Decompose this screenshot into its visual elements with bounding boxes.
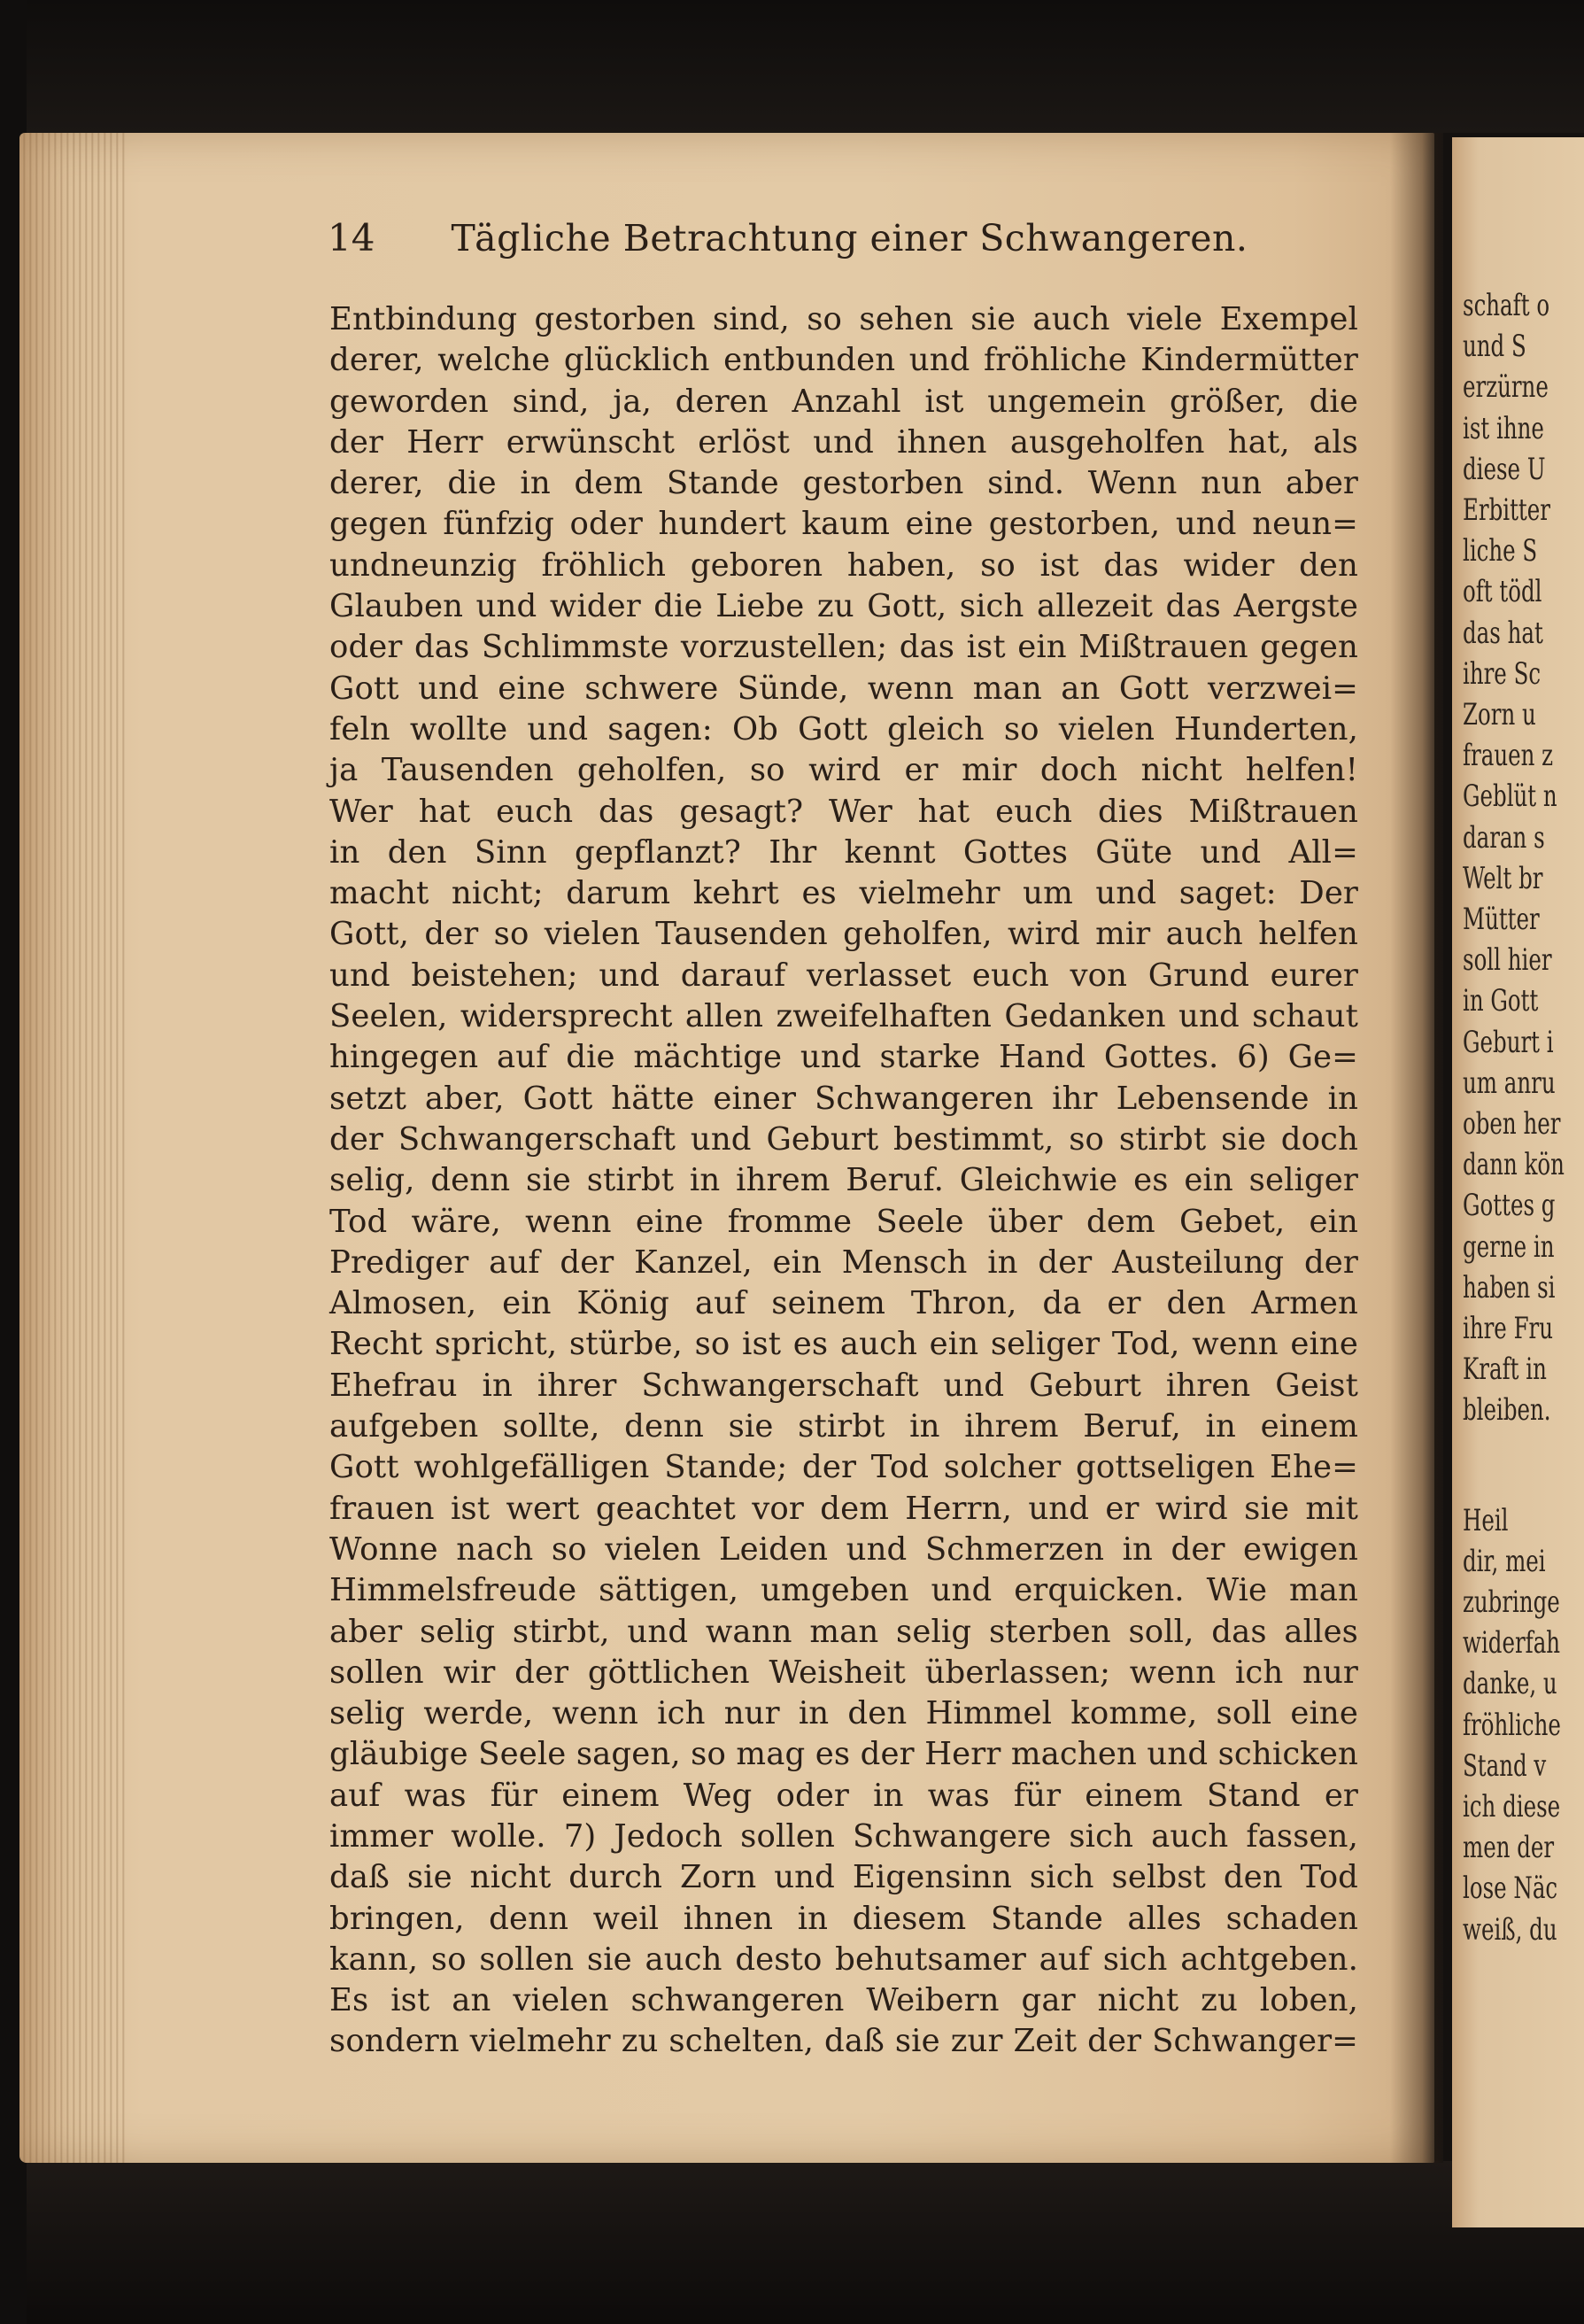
next-page-fragment: gerne in <box>1463 1228 1555 1265</box>
text-line: derer, die in dem Stande gestorben sind. Wenn nun aber <box>329 465 1358 502</box>
next-page-fragment: und S <box>1463 329 1526 365</box>
text-line: Tod wäre, wenn eine fromme Seele über dem Gebet, ein <box>329 1203 1358 1240</box>
text-line: Wer hat euch das gesagt? Wer hat euch dies Mißtrauen <box>329 793 1358 830</box>
next-page-fragment: fröhliche <box>1463 1707 1561 1743</box>
next-page-fragment: widerfah <box>1463 1625 1561 1662</box>
next-page-fragment: Stand v <box>1463 1747 1547 1784</box>
text-line: setzt aber, Gott hätte einer Schwangeren ihr Lebensende in <box>329 1080 1358 1117</box>
text-line: derer, welche glücklich entbunden und fröhliche Kindermütter <box>329 342 1358 379</box>
next-page-fragment: zubringe <box>1463 1584 1560 1620</box>
text-line: frauen ist wert geachtet vor dem Herrn, und er wird sie mit <box>329 1490 1358 1527</box>
next-page-fragment: Gottes g <box>1463 1188 1556 1224</box>
text-line: Glauben und wider die Liebe zu Gott, sich allezeit das Aergste <box>329 588 1358 625</box>
text-line: Seelen, widersprecht allen zweifelhaften Gedanken und schaut <box>329 998 1358 1035</box>
next-page-fragment: frauen z <box>1463 738 1554 774</box>
next-page-fragment: ist ihne <box>1463 410 1544 446</box>
text-line: Recht spricht, stürbe, so ist es auch ein seliger Tod, wenn eine <box>329 1326 1358 1363</box>
text-line: hingegen auf die mächtige und starke Hand Gottes. 6) Ge= <box>329 1039 1358 1076</box>
next-page-fragment: Welt br <box>1463 860 1543 896</box>
text-line: sollen wir der göttlichen Weisheit überlassen; wenn ich nur <box>329 1654 1358 1691</box>
text-line: selig, denn sie stirbt in ihrem Beruf. Gleichwie es ein seliger <box>329 1162 1358 1199</box>
page-header <box>328 216 1328 269</box>
text-line: Almosen, ein König auf seinem Thron, da er den Armen <box>329 1285 1358 1322</box>
text-line: aufgeben sollte, denn sie stirbt in ihrem Beruf, in einem <box>329 1408 1358 1445</box>
binding-gutter <box>1390 133 1443 2163</box>
text-line: Entbindung gestorben sind, so sehen sie auch viele Exempel <box>329 301 1358 337</box>
text-line: aber selig stirbt, und wann man selig sterben soll, das alles <box>329 1613 1358 1650</box>
next-page-fragment: ihre Sc <box>1463 655 1542 692</box>
text-line: Himmelsfreude sättigen, umgeben und erquicken. Wie man <box>329 1572 1358 1609</box>
next-page-fragment: soll hier <box>1463 942 1552 979</box>
next-page-fragment: diese U <box>1463 451 1546 487</box>
text-line: gegen fünfzig oder hundert kaum eine gestorben, und neun= <box>329 506 1358 543</box>
next-page-fragment: Erbitter <box>1463 492 1550 528</box>
next-page-fragment: men der <box>1463 1830 1555 1866</box>
next-page-fragment: um anru <box>1463 1065 1556 1101</box>
text-line: geworden sind, ja, deren Anzahl ist ungemein größer, die <box>329 383 1358 420</box>
body-text <box>329 299 1358 2063</box>
next-page-fragment: dann kön <box>1463 1147 1565 1183</box>
text-line: auf was für einem Weg oder in was für einem Stand er <box>329 1777 1358 1814</box>
next-page-fragment: lose Näc <box>1463 1871 1558 1907</box>
text-line: kann, so sollen sie auch desto behutsamer auf sich achtgeben. <box>329 1941 1358 1978</box>
next-page-fragment: Heil <box>1463 1502 1509 1538</box>
text-line: bringen, denn weil ihnen in diesem Stande alles schaden <box>329 1900 1358 1937</box>
text-line: der Schwangerschaft und Geburt bestimmt, so stirbt sie doch <box>329 1120 1358 1158</box>
next-page-fragment: oben her <box>1463 1106 1561 1142</box>
text-line: der Herr erwünscht erlöst und ihnen ausgeholfen hat, als <box>329 423 1358 461</box>
next-page-fragment: daran s <box>1463 819 1545 856</box>
next-page-fragment: erzürne <box>1463 369 1549 406</box>
text-line: oder das Schlimmste vorzustellen; das ist ein Mißtrauen gegen <box>329 629 1358 666</box>
text-line: daß sie nicht durch Zorn und Eigensinn sich selbst den Tod <box>329 1859 1358 1896</box>
text-line: feln wollte und sagen: Ob Gott gleich so vielen Hunderten, <box>329 710 1358 748</box>
next-page-fragment: oft tödl <box>1463 574 1542 610</box>
text-line: Gott und eine schwere Sünde, wenn man an Gott verzwei= <box>329 670 1358 707</box>
next-page-fragment: ich diese <box>1463 1789 1561 1824</box>
text-line: gläubige Seele sagen, so mag es der Herr machen und schicken <box>329 1736 1358 1773</box>
backdrop-top <box>0 0 1584 133</box>
next-page-fragment: in Gott <box>1463 983 1539 1019</box>
text-line: ja Tausenden geholfen, so wird er mir doch nicht helfen! <box>329 752 1358 789</box>
text-line: Gott wohlgefälligen Stande; der Tod solcher gottseligen Ehe= <box>329 1449 1358 1486</box>
page-number: 14 <box>328 216 375 260</box>
text-line: selig werde, wenn ich nur in den Himmel komme, soll eine <box>329 1695 1358 1732</box>
next-page-fragment: Zorn u <box>1463 697 1536 732</box>
next-page-fragment: dir, mei <box>1463 1543 1546 1579</box>
next-page-fragment: ihre Fru <box>1463 1311 1554 1346</box>
next-page-fragment: schaft o <box>1463 288 1550 323</box>
next-page-fragment: liche S <box>1463 533 1538 569</box>
text-line: Ehefrau in ihrer Schwangerschaft und Geburt ihren Geist <box>329 1367 1358 1404</box>
next-page-fragment: weiß, du <box>1463 1911 1557 1948</box>
next-page-fragment: Kraft in <box>1463 1352 1547 1388</box>
text-line: Gott, der so vielen Tausenden geholfen, wird mir auch helfen <box>329 916 1358 953</box>
text-line: Es ist an vielen schwangeren Weibern gar nicht zu loben, <box>329 1982 1358 2019</box>
next-page-fragment: Mütter <box>1463 902 1540 937</box>
backdrop-bottom <box>0 2161 1584 2324</box>
running-title: Tägliche Betrachtung einer Schwangeren. <box>451 217 1248 260</box>
text-line: in den Sinn gepflanzt? Ihr kennt Gottes Güte und All= <box>329 833 1358 871</box>
next-page-fragment: Geburt i <box>1463 1024 1554 1060</box>
page-edge-stack <box>19 133 126 2163</box>
next-page-fragment: haben si <box>1463 1269 1556 1305</box>
text-line: Wonne nach so vielen Leiden und Schmerzen in der ewigen <box>329 1530 1358 1568</box>
text-line: sondern vielmehr zu schelten, daß sie zur Zeit der Schwanger= <box>329 2023 1358 2060</box>
next-page-fragment: Geblüt n <box>1463 779 1557 815</box>
next-page-fragment: bleiben. <box>1463 1392 1551 1429</box>
text-line: immer wolle. 7) Jedoch sollen Schwangere sich auch fassen, <box>329 1817 1358 1855</box>
next-page-sliver <box>1452 137 1584 2227</box>
text-line: Prediger auf der Kanzel, ein Mensch in der Austeilung der <box>329 1243 1358 1281</box>
next-page-fragment: danke, u <box>1463 1666 1557 1702</box>
text-line: macht nicht; darum kehrt es vielmehr um und saget: Der <box>329 875 1358 912</box>
text-line: und beistehen; und darauf verlasset euch von Grund eurer <box>329 957 1358 994</box>
text-line: undneunzig fröhlich geboren haben, so ist das wider den <box>329 546 1358 584</box>
next-page-fragment: das hat <box>1463 615 1543 651</box>
